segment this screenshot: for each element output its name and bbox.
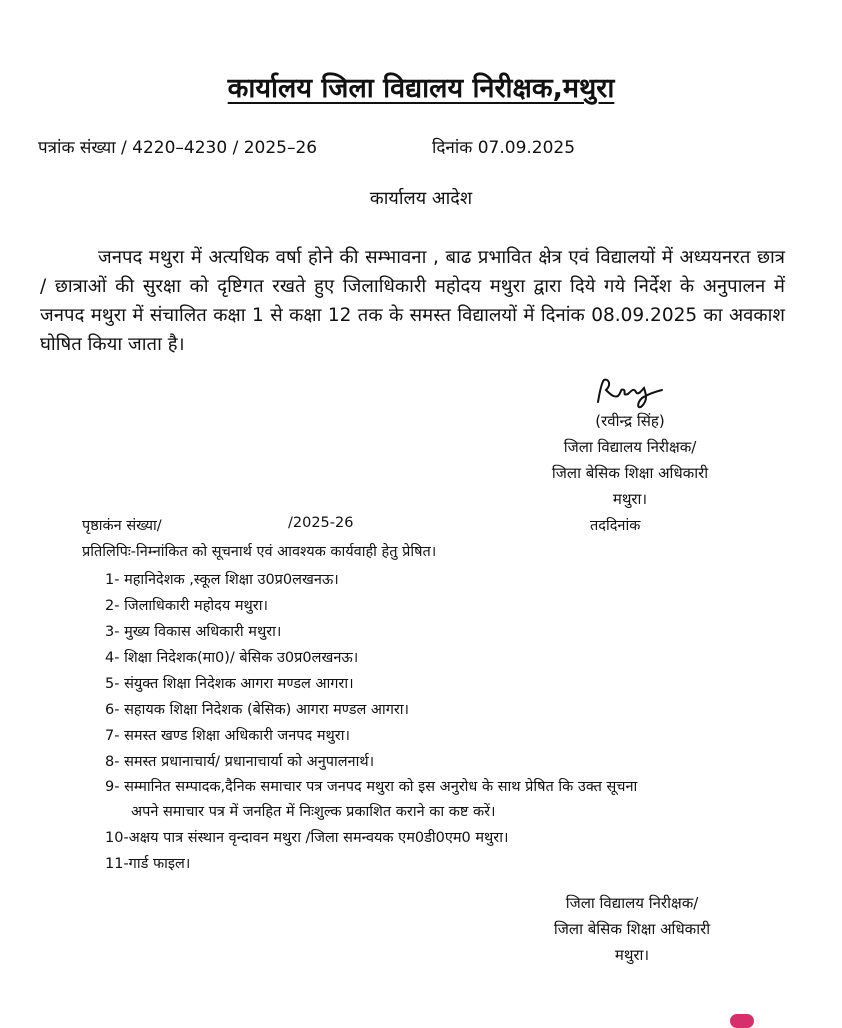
signatory-top	[520, 408, 740, 512]
list-item: 9- सम्मानित सम्पादक,दैनिक समाचार पत्र जनपद मथुरा को इस अनुरोध के साथ प्रेषित कि उक्त सूचना	[105, 779, 638, 795]
list-item-continuation: अपने समाचार पत्र में जनहित में निःशुल्क प्रकाशित कराने का कष्ट करें।	[131, 804, 496, 820]
order-body: जनपद मथुरा में अत्यधिक वर्षा होने की सम्भावना , बाढ प्रभावित क्षेत्र एवं विद्यालयों में अध्ययनरत छात्र / छात्राओं की सुरक्षा को दृष्टिगत रखते हुए जिलाधिकारी महोदय मथुरा द्वारा दिये गये निर्देश के अनुपालन में जनपद मथुरा में संचालित कक्षा 1 से कक्षा 12 तक के समस्त विद्यालयों में दिनांक 08.09.2025 का अवकाश घोषित किया जाता है।	[40, 247, 785, 355]
signatory-designation-1: जिला विद्यालय निरीक्षक/	[565, 894, 699, 912]
list-item: 5- संयुक्त शिक्षा निदेशक आगरा मण्डल आगरा।	[105, 676, 354, 692]
signatory-designation-2: जिला बेसिक शिक्षा अधिकारी	[551, 464, 709, 482]
signature-icon	[592, 372, 672, 412]
signatory-name: (रवीन्द्र सिंह)	[595, 412, 665, 430]
order-heading: कार्यालय आदेश	[369, 188, 473, 209]
letter-number: पत्रांक संख्या / 4220–4230 / 2025–26	[38, 138, 318, 158]
endorsement-number: पृष्ठाकंन संख्या/	[82, 518, 162, 534]
signatory-place: मथुरा।	[612, 490, 648, 508]
endorsement-date: तददिनांक	[590, 518, 641, 534]
list-item: 4- शिक्षा निदेशक(मा0)/ बेसिक उ0प्र0लखनऊ।	[105, 650, 359, 666]
list-item: 2- जिलाधिकारी महोदय मथुरा।	[105, 598, 268, 614]
list-item: 8- समस्त प्रधानाचार्य/ प्रधानाचार्या को अनुपालनार्थ।	[105, 754, 375, 770]
list-item: 7- समस्त खण्ड शिक्षा अधिकारी जनपद मथुरा।	[105, 728, 350, 744]
signatory-place: मथुरा।	[614, 946, 650, 964]
list-item: 10-अक्षय पात्र संस्थान वृन्दावन मथुरा /जिला समन्वयक एम0डी0एम0 मथुरा।	[105, 830, 509, 846]
copy-list	[105, 567, 637, 877]
signatory-designation-1: जिला विद्यालय निरीक्षक/	[563, 438, 697, 456]
list-item: 6- सहायक शिक्षा निदेशक (बेसिक) आगरा मण्डल आगरा।	[105, 702, 410, 718]
list-item: 3- मुख्य विकास अधिकारी मथुरा।	[105, 624, 282, 640]
corner-badge	[730, 1014, 754, 1028]
endorsement-year: /2025-26	[288, 515, 354, 531]
signatory-bottom	[522, 890, 742, 968]
signatory-designation-2: जिला बेसिक शिक्षा अधिकारी	[553, 920, 711, 938]
copy-intro: प्रतिलिपिः-निम्नांकित को सूचनार्थ एवं आवश्यक कार्यवाही हेतु प्रेषित।	[82, 544, 437, 560]
letter-date: दिनांक 07.09.2025	[432, 138, 576, 158]
list-item: 11-गार्ड फाइल।	[105, 856, 191, 872]
office-title: कार्यालय जिला विद्यालय निरीक्षक,मथुरा	[227, 73, 615, 104]
list-item: 1- महानिदेशक ,स्कूल शिक्षा उ0प्र0लखनऊ।	[105, 572, 339, 588]
